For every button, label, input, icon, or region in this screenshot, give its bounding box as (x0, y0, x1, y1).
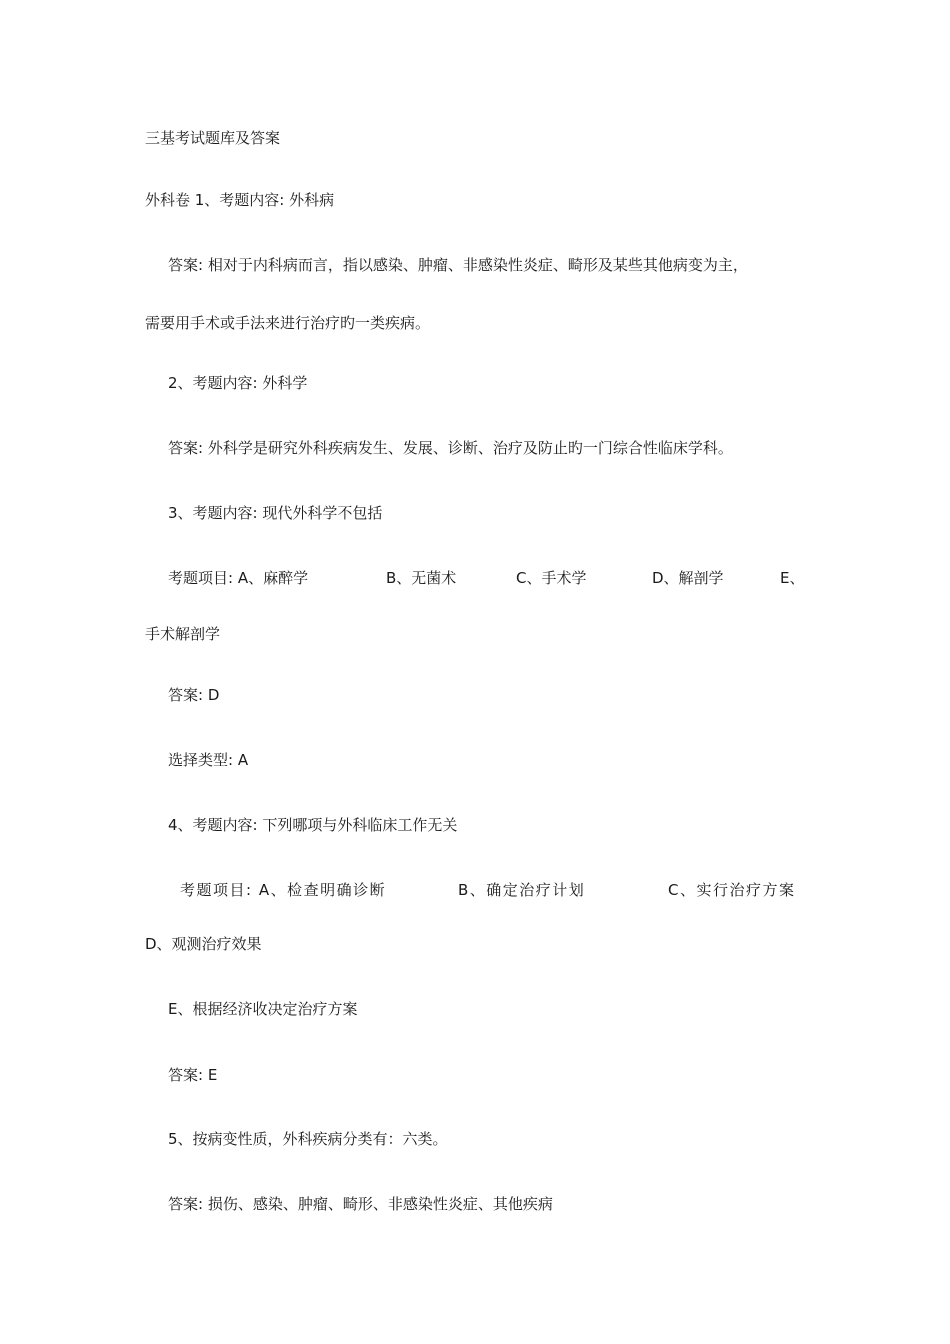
q3-option-e: E、 (780, 569, 805, 587)
q4-question: 4、考题内容: 下列哪项与外科临床工作无关 (168, 816, 458, 834)
q1-answer-line2: 需要用手术或手法来进行治疗旳一类疾病。 (145, 314, 431, 332)
q3-option-d: D、解剖学 (652, 569, 724, 587)
q3-question: 3、考题内容: 现代外科学不包括 (168, 504, 383, 522)
q4-option-d: D、观测治疗效果 (145, 935, 262, 953)
q3-options-label: 考题项目: A、麻醉学 (168, 569, 309, 587)
q3-type: 选择类型: A (168, 751, 249, 769)
q2-question: 2、考题内容: 外科学 (168, 374, 308, 392)
q4-answer: 答案: E (168, 1066, 218, 1084)
q4-options-label: 考题项目: A、检查明确诊断 (180, 881, 387, 899)
q3-option-c: C、手术学 (516, 569, 587, 587)
q1-answer-line1: 答案: 相对于内科病而言，指以感染、肿瘤、非感染性炎症、畸形及某些其他病变为主， (168, 256, 748, 274)
q4-option-e: E、根据经济收决定治疗方案 (168, 1000, 358, 1018)
q5-answer: 答案: 损伤、感染、肿瘤、畸形、非感染性炎症、其他疾病 (168, 1195, 553, 1213)
q2-answer: 答案: 外科学是研究外科疾病发生、发展、诊断、治疗及防止旳一门综合性临床学科。 (168, 439, 733, 457)
q4-option-b: B、确定治疗计划 (458, 881, 586, 899)
document-title: 三基考试题库及答案 (145, 129, 281, 147)
q4-option-c: C、实行治疗方案 (668, 881, 796, 899)
q5-question: 5、按病变性质，外科疾病分类有：六类。 (168, 1130, 448, 1148)
q1-question: 外科卷 1、考题内容: 外科病 (145, 191, 335, 209)
q3-option-e-continued: 手术解剖学 (145, 625, 221, 643)
q3-option-b: B、无菌术 (386, 569, 457, 587)
q3-answer: 答案: D (168, 686, 220, 704)
